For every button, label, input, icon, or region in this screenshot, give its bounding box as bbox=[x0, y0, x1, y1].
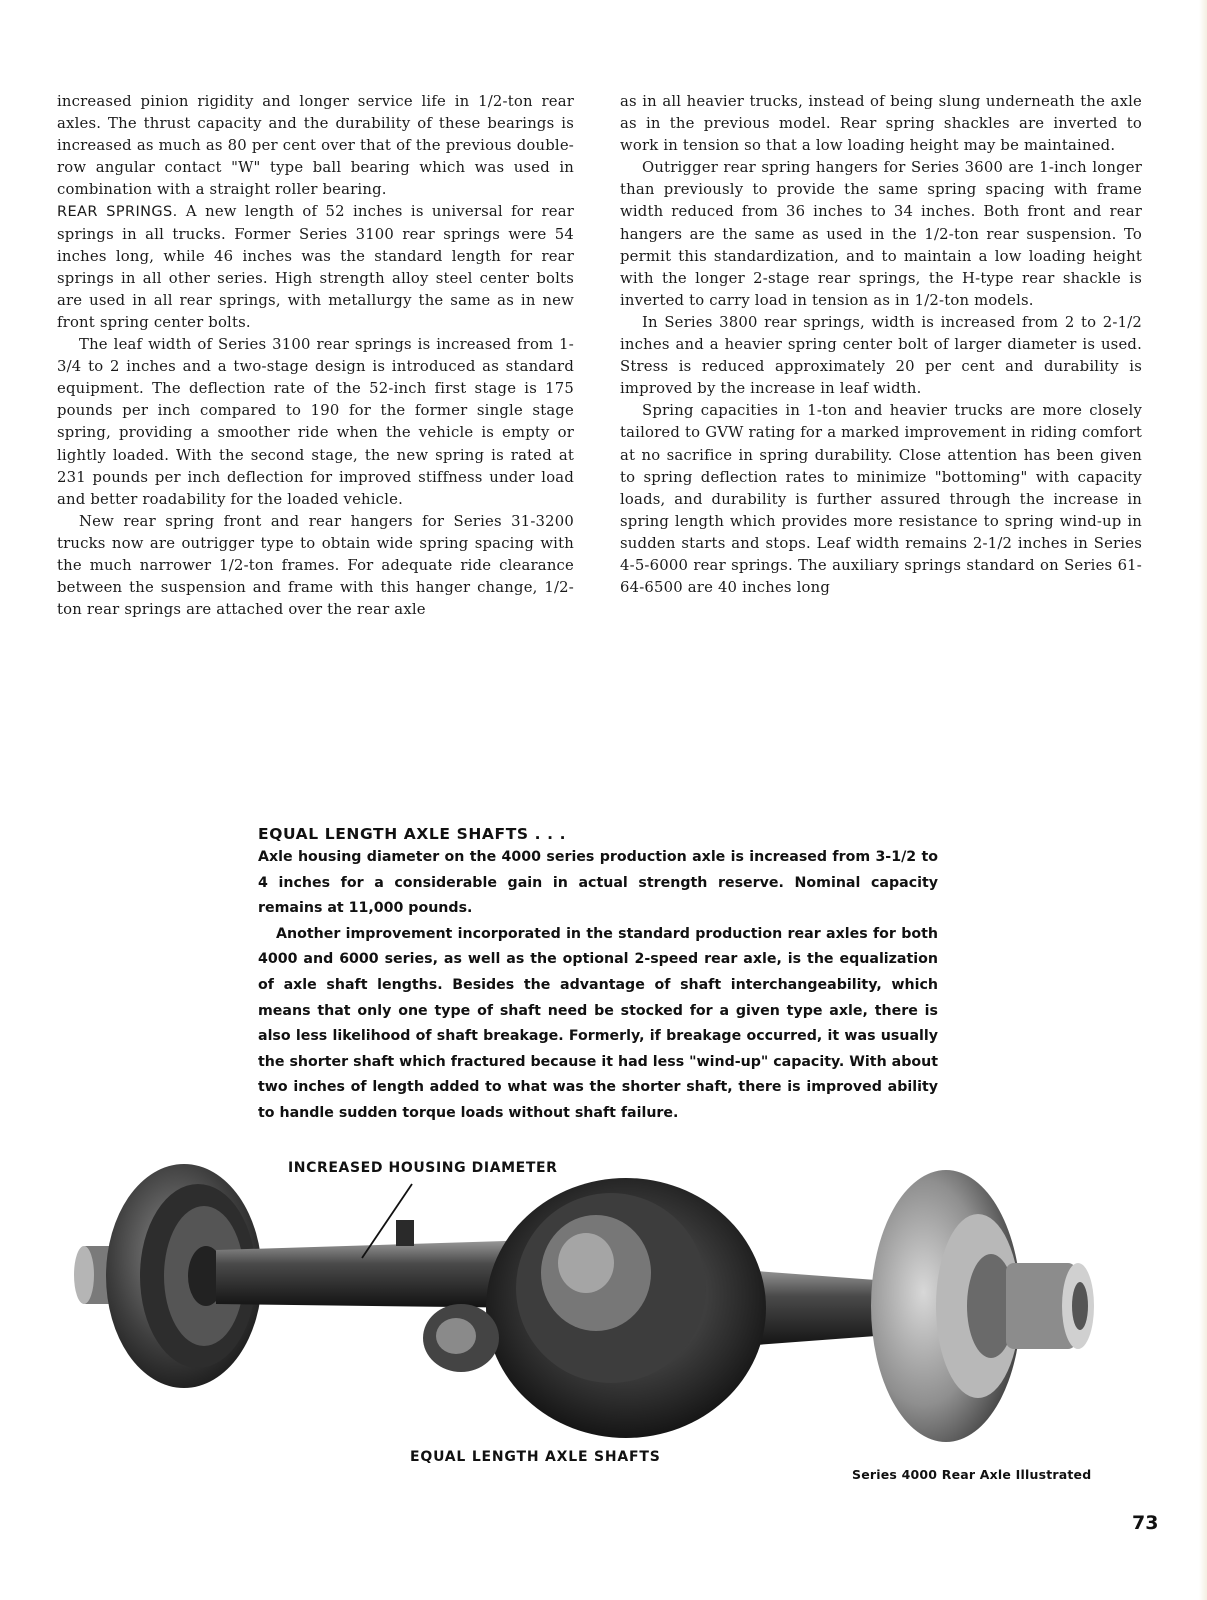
right-paragraph-4: Spring capacities in 1-ton and heavier trucks are more closely tailored to GVW rating for a marked improvement in riding comfort at no sacrifice in spring durability. Close attention has been given to spring deflection rates to minimize "bottoming" with capacity loads, and durability is further assured through the increase in spring length which provides more resistance to spring wind-up in sudden starts and stops. Leaf width remains 2-1/2 inches in Series 4-5-6000 rear springs. The auxiliary springs standard on Series 61-64-6500 are 40 inches long bbox=[620, 402, 1142, 597]
feature-paragraph-1: Axle housing diameter on the 4000 series production axle is increased from 3-1/2 to 4 inches for a considerable gain in actual strength reserve. Nominal capacity remains at 11,000 pounds. bbox=[258, 849, 938, 917]
left-paragraph-1: increased pinion rigidity and longer service life in 1/2-ton rear axles. The thrust capacity and the durability of these bearings is increased as much as 80 per cent over that of the previous double-row angular contact "W" type ball bearing which was used in combination with a straight roller bearing. bbox=[57, 93, 574, 199]
right-hub-bore bbox=[1072, 1282, 1088, 1330]
right-paragraph-2: Outrigger rear spring hangers for Series 3600 are 1-inch longer than previously to provide the same spring spacing with frame width reduced from 36 inches to 34 inches. Both front and rear hangers are the same as used in the 1/2-ton rear suspension. To permit this standardization, and to maintain a low loading height with the longer 2-stage rear springs, the H-type rear shackle is inverted to carry load in tension as in 1/2-ton models. bbox=[620, 159, 1142, 309]
rear-springs-paragraph bbox=[57, 201, 574, 334]
page-number: 73 bbox=[1132, 1512, 1159, 1534]
left-hub-end bbox=[74, 1246, 94, 1304]
tube-bracket bbox=[396, 1220, 414, 1246]
figure-callout-label: INCREASED HOUSING DIAMETER bbox=[288, 1160, 558, 1176]
right-paragraph-3: In Series 3800 rear springs, width is increased from 2 to 2-1/2 inches and a heavier spring center bolt of larger diameter is used. Stress is reduced approximately 20 per cent and durability is improved by the increase in leaf width. bbox=[620, 313, 1142, 398]
differential-carrier bbox=[558, 1233, 614, 1293]
left-paragraph-4: New rear spring front and rear hangers for Series 31-3200 trucks now are outrigger type to obtain wide spring spacing with the much narrower 1/2-ton frames. For adequate ride clearance between the suspension and frame with this hanger change, 1/2-ton rear springs are attached over the rear axle bbox=[57, 512, 574, 619]
feature-heading: EQUAL LENGTH AXLE SHAFTS . . . bbox=[258, 825, 567, 843]
figure-caption: EQUAL LENGTH AXLE SHAFTS bbox=[410, 1449, 661, 1465]
feature-section bbox=[258, 823, 938, 1127]
left-text-column bbox=[57, 91, 574, 621]
left-paragraph-3: The leaf width of Series 3100 rear springs is increased from 1-3/4 to 2 inches and a two-stage design is introduced as standard equipment. The deflection rate of the 52-inch first stage is 175 pounds per inch compared to 190 for the former single stage spring, providing a smoother ride when the vehicle is empty or lightly loaded. With the second stage, the new spring is rated at 231 pounds per inch deflection for improved stiffness under load and better roadability for the loaded vehicle. bbox=[57, 336, 574, 508]
feature-paragraph-2: Another improvement incorporated in the standard production rear axles for both 4000 and 6000 series, as well as the optional 2-speed rear axle, is the equalization of axle shaft lengths. Besides the advantage of shaft interchangeability, which means that only one type of shaft need be stocked for a given type axle, there is also less likelihood of shaft breakage. Formerly, if breakage occurred, it was usually the shorter shaft which fractured because it had less "wind-up" capacity. With about two inches of length added to what was the shorter shaft, there is improved ability to handle sudden torque loads without shaft failure. bbox=[258, 925, 938, 1121]
pinion-yoke bbox=[436, 1318, 476, 1354]
figure-series-caption: Series 4000 Rear Axle Illustrated bbox=[852, 1467, 1092, 1482]
rear-springs-heading: REAR SPRINGS. bbox=[57, 204, 178, 221]
left-paragraph-2: A new length of 52 inches is universal for rear springs in all trucks. Former Series 3100 rear springs were 54 inches long, while 46 inches was the standard length for rear springs in all other series. High strength alloy steel center bolts are used in all rear springs, with metallurgy the same as in new front spring center bolts. bbox=[57, 203, 574, 331]
page-edge-shading bbox=[1199, 0, 1207, 1600]
right-paragraph-1: as in all heavier trucks, instead of being slung underneath the axle as in the previous model. Rear spring shackles are inverted to work in tension so that a low loading height may be maintained. bbox=[620, 93, 1142, 155]
right-text-column bbox=[620, 91, 1142, 599]
